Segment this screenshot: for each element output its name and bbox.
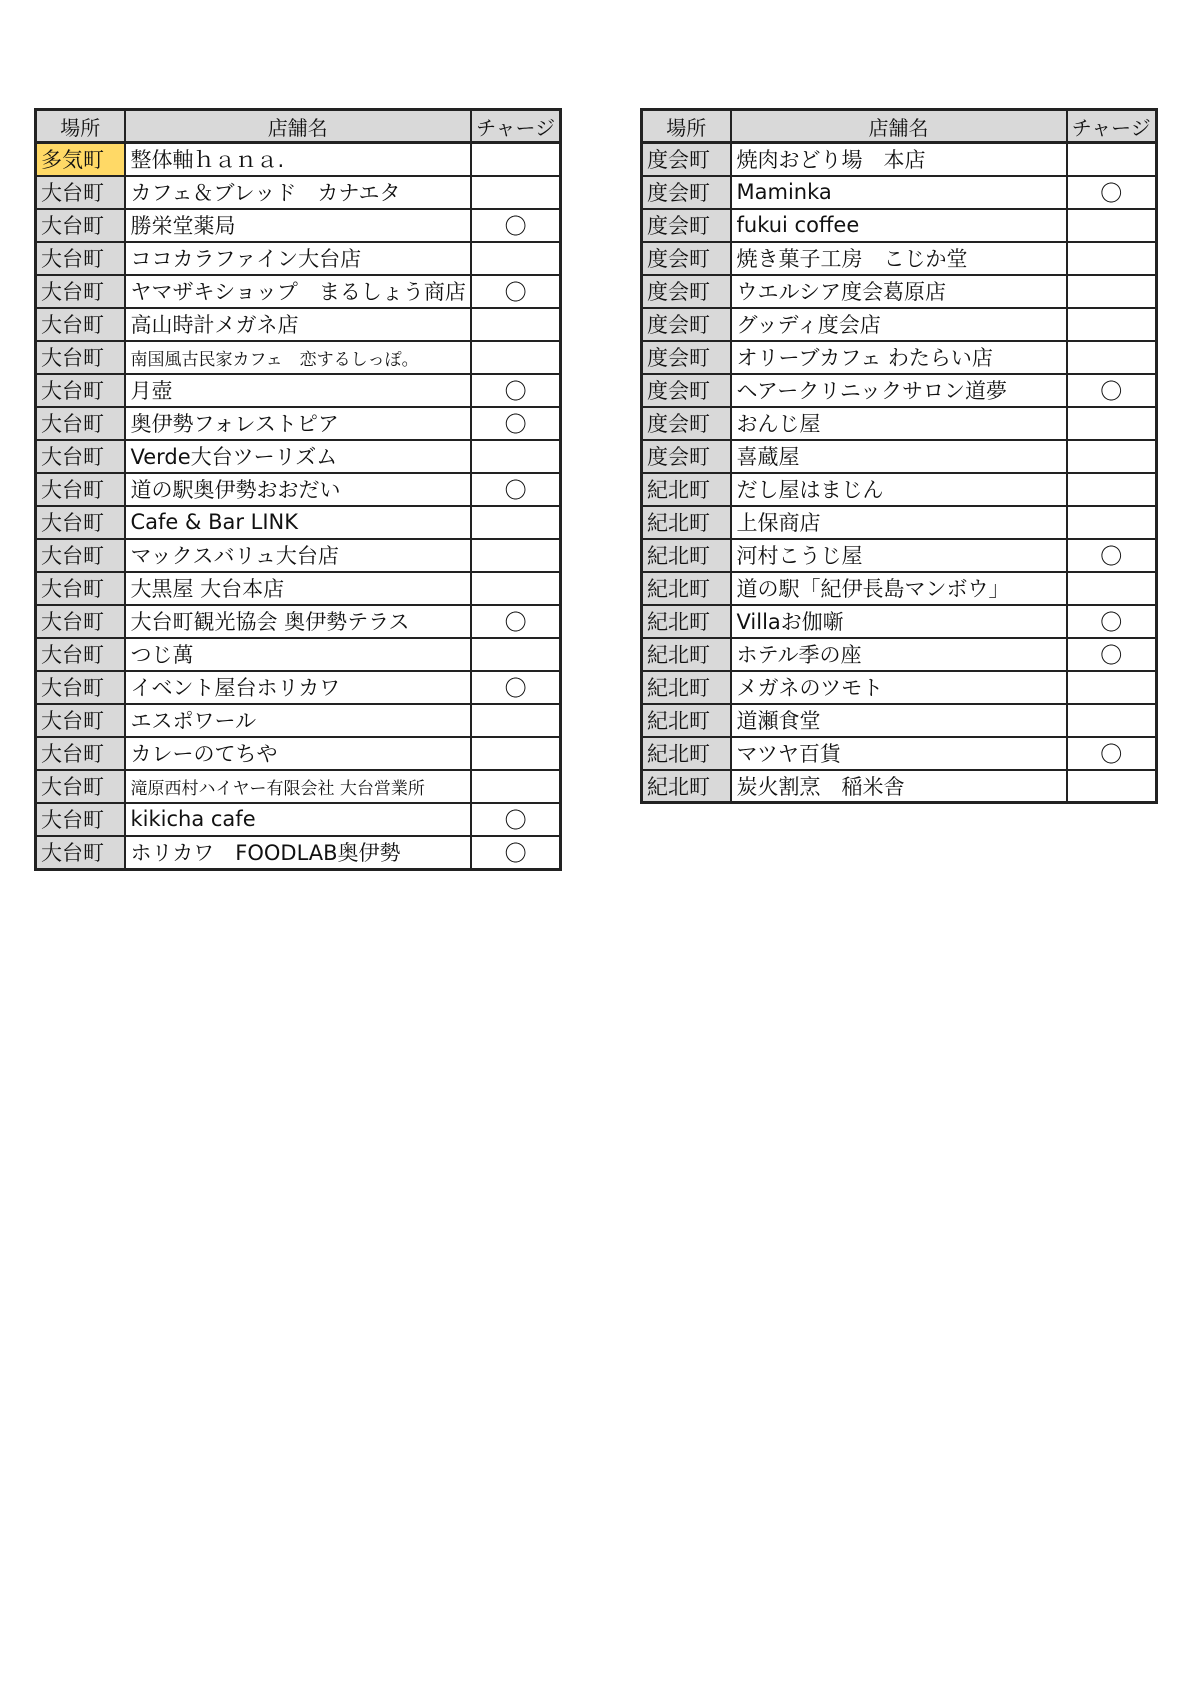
charge-cell: [471, 440, 561, 473]
charge-cell: 〇: [471, 836, 561, 870]
table-row: [642, 737, 1157, 770]
charge-cell: 〇: [471, 803, 561, 836]
location-cell: 大台町: [36, 572, 125, 605]
shop-name-cell: 大黒屋 大台本店: [125, 572, 471, 605]
table-row: [36, 638, 561, 671]
location-cell: 紀北町: [642, 638, 731, 671]
location-cell: 度会町: [642, 242, 731, 275]
charge-cell: [1067, 341, 1157, 374]
shop-name-cell: 奥伊勢フォレストピア: [125, 407, 471, 440]
table-row: [36, 143, 561, 176]
shop-name-cell: ココカラファイン大台店: [125, 242, 471, 275]
location-cell: 大台町: [36, 374, 125, 407]
location-cell: 紀北町: [642, 704, 731, 737]
table-row: [36, 605, 561, 638]
location-cell: 紀北町: [642, 539, 731, 572]
location-cell: 大台町: [36, 308, 125, 341]
location-cell: 大台町: [36, 506, 125, 539]
location-cell: 大台町: [36, 770, 125, 803]
table-row: [642, 539, 1157, 572]
charge-cell: 〇: [471, 209, 561, 242]
shop-name-cell: ホリカワ FOODLAB奥伊勢: [125, 836, 471, 870]
location-cell: 度会町: [642, 440, 731, 473]
table-row: [36, 671, 561, 704]
shop-name-cell: オリーブカフェ わたらい店: [731, 341, 1067, 374]
location-cell: 大台町: [36, 242, 125, 275]
location-cell: 大台町: [36, 605, 125, 638]
charge-cell: 〇: [1067, 737, 1157, 770]
shop-name-cell: 上保商店: [731, 506, 1067, 539]
charge-cell: 〇: [471, 374, 561, 407]
table-header-row: [642, 110, 1157, 143]
location-cell: 大台町: [36, 638, 125, 671]
location-cell: 大台町: [36, 836, 125, 870]
location-cell: 大台町: [36, 671, 125, 704]
table-row: [36, 770, 561, 803]
charge-cell: [1067, 143, 1157, 176]
shop-name-cell: カフェ＆ブレッド カナエタ: [125, 176, 471, 209]
table-row: [642, 308, 1157, 341]
table-row: [36, 407, 561, 440]
charge-cell: 〇: [471, 407, 561, 440]
table-row: [642, 341, 1157, 374]
location-cell: 大台町: [36, 176, 125, 209]
location-cell: 多気町: [36, 143, 125, 176]
charge-cell: [471, 638, 561, 671]
shop-name-cell: ウエルシア度会葛原店: [731, 275, 1067, 308]
table-row: [36, 176, 561, 209]
charge-cell: 〇: [1067, 638, 1157, 671]
charge-cell: [1067, 770, 1157, 803]
table-row: [36, 506, 561, 539]
location-cell: 度会町: [642, 275, 731, 308]
header-charge: チャージ: [1067, 110, 1157, 143]
table-row: [642, 506, 1157, 539]
shop-name-cell: 滝原西村ハイヤー有限会社 大台営業所: [125, 770, 471, 803]
charge-cell: [1067, 572, 1157, 605]
shop-name-cell: 焼き菓子工房 こじか堂: [731, 242, 1067, 275]
location-cell: 度会町: [642, 308, 731, 341]
charge-cell: 〇: [1067, 539, 1157, 572]
table-row: [36, 704, 561, 737]
location-cell: 紀北町: [642, 605, 731, 638]
shop-name-cell: 勝栄堂薬局: [125, 209, 471, 242]
shop-name-cell: 高山時計メガネ店: [125, 308, 471, 341]
charge-cell: 〇: [471, 605, 561, 638]
location-cell: 大台町: [36, 440, 125, 473]
table-row: [642, 671, 1157, 704]
shop-name-cell: ヘアークリニックサロン道夢: [731, 374, 1067, 407]
location-cell: 紀北町: [642, 473, 731, 506]
shop-table-left: [34, 108, 562, 871]
charge-cell: 〇: [1067, 374, 1157, 407]
location-cell: 度会町: [642, 176, 731, 209]
table-row: [36, 209, 561, 242]
header-shop-name: 店舗名: [125, 110, 471, 143]
charge-cell: 〇: [1067, 605, 1157, 638]
charge-cell: 〇: [1067, 176, 1157, 209]
location-cell: 紀北町: [642, 770, 731, 803]
shop-name-cell: つじ萬: [125, 638, 471, 671]
table-row: [642, 572, 1157, 605]
shop-name-cell: 南国風古民家カフェ 恋するしっぽ。: [125, 341, 471, 374]
table-row: [36, 572, 561, 605]
shop-name-cell: 道瀬食堂: [731, 704, 1067, 737]
table-row: [642, 605, 1157, 638]
shop-name-cell: 道の駅奥伊勢おおだい: [125, 473, 471, 506]
table-row: [36, 275, 561, 308]
charge-cell: [471, 704, 561, 737]
shop-name-cell: グッディ度会店: [731, 308, 1067, 341]
location-cell: 度会町: [642, 374, 731, 407]
location-cell: 紀北町: [642, 737, 731, 770]
location-cell: 大台町: [36, 275, 125, 308]
shop-name-cell: ヤマザキショップ まるしょう商店: [125, 275, 471, 308]
shop-name-cell: 炭火割烹 稲米舎: [731, 770, 1067, 803]
charge-cell: [1067, 275, 1157, 308]
table-row: [642, 374, 1157, 407]
location-cell: 大台町: [36, 539, 125, 572]
header-location: 場所: [642, 110, 731, 143]
table-row: [642, 440, 1157, 473]
shop-name-cell: Cafe & Bar LINK: [125, 506, 471, 539]
shop-name-cell: kikicha cafe: [125, 803, 471, 836]
header-location: 場所: [36, 110, 125, 143]
charge-cell: [471, 770, 561, 803]
shop-name-cell: エスポワール: [125, 704, 471, 737]
charge-cell: [471, 242, 561, 275]
table-row: [642, 704, 1157, 737]
table-row: [642, 176, 1157, 209]
table-row: [642, 242, 1157, 275]
shop-name-cell: ホテル季の座: [731, 638, 1067, 671]
table-row: [642, 209, 1157, 242]
location-cell: 大台町: [36, 209, 125, 242]
location-cell: 大台町: [36, 803, 125, 836]
charge-cell: [1067, 704, 1157, 737]
location-cell: 度会町: [642, 407, 731, 440]
table-row: [36, 539, 561, 572]
location-cell: 度会町: [642, 143, 731, 176]
shop-name-cell: Villaお伽噺: [731, 605, 1067, 638]
shop-name-cell: マックスバリュ大台店: [125, 539, 471, 572]
shop-name-cell: おんじ屋: [731, 407, 1067, 440]
location-cell: 紀北町: [642, 671, 731, 704]
charge-cell: [471, 506, 561, 539]
location-cell: 紀北町: [642, 572, 731, 605]
location-cell: 度会町: [642, 341, 731, 374]
header-shop-name: 店舗名: [731, 110, 1067, 143]
charge-cell: [471, 308, 561, 341]
charge-cell: [1067, 242, 1157, 275]
charge-cell: [1067, 407, 1157, 440]
table-row: [36, 341, 561, 374]
shop-name-cell: 喜蔵屋: [731, 440, 1067, 473]
charge-cell: [471, 539, 561, 572]
shop-name-cell: だし屋はまじん: [731, 473, 1067, 506]
shop-name-cell: マツヤ百貨: [731, 737, 1067, 770]
charge-cell: 〇: [471, 473, 561, 506]
table-row: [642, 473, 1157, 506]
table-row: [36, 308, 561, 341]
charge-cell: [1067, 671, 1157, 704]
shop-table-right: [640, 108, 1158, 804]
charge-cell: [471, 572, 561, 605]
table-row: [36, 374, 561, 407]
location-cell: 大台町: [36, 407, 125, 440]
charge-cell: [471, 341, 561, 374]
table-row: [36, 440, 561, 473]
shop-name-cell: 道の駅「紀伊長島マンボウ」: [731, 572, 1067, 605]
location-cell: 大台町: [36, 704, 125, 737]
shop-name-cell: イベント屋台ホリカワ: [125, 671, 471, 704]
shop-name-cell: Verde大台ツーリズム: [125, 440, 471, 473]
table-row: [36, 473, 561, 506]
shop-name-cell: fukui coffee: [731, 209, 1067, 242]
charge-cell: 〇: [471, 671, 561, 704]
shop-name-cell: Maminka: [731, 176, 1067, 209]
charge-cell: [1067, 308, 1157, 341]
charge-cell: [1067, 473, 1157, 506]
table-row: [642, 770, 1157, 803]
shop-name-cell: カレーのてちや: [125, 737, 471, 770]
table-row: [642, 407, 1157, 440]
table-row: [36, 737, 561, 770]
shop-name-cell: 河村こうじ屋: [731, 539, 1067, 572]
table-row: [642, 638, 1157, 671]
shop-name-cell: 焼肉おどり場 本店: [731, 143, 1067, 176]
table-row: [36, 242, 561, 275]
charge-cell: [471, 176, 561, 209]
shop-name-cell: メガネのツモト: [731, 671, 1067, 704]
location-cell: 大台町: [36, 341, 125, 374]
charge-cell: [471, 737, 561, 770]
charge-cell: [1067, 440, 1157, 473]
location-cell: 度会町: [642, 209, 731, 242]
shop-name-cell: 大台町観光協会 奥伊勢テラス: [125, 605, 471, 638]
shop-table-right-body: [642, 143, 1157, 803]
charge-cell: [1067, 209, 1157, 242]
table-header-row: [36, 110, 561, 143]
shop-table-left-body: [36, 143, 561, 870]
table-row: [36, 836, 561, 870]
shop-name-cell: 整体軸ｈａｎａ.: [125, 143, 471, 176]
charge-cell: [471, 143, 561, 176]
shop-name-cell: 月壺: [125, 374, 471, 407]
location-cell: 大台町: [36, 737, 125, 770]
charge-cell: 〇: [471, 275, 561, 308]
table-row: [642, 275, 1157, 308]
table-row: [642, 143, 1157, 176]
charge-cell: [1067, 506, 1157, 539]
table-row: [36, 803, 561, 836]
header-charge: チャージ: [471, 110, 561, 143]
location-cell: 大台町: [36, 473, 125, 506]
location-cell: 紀北町: [642, 506, 731, 539]
